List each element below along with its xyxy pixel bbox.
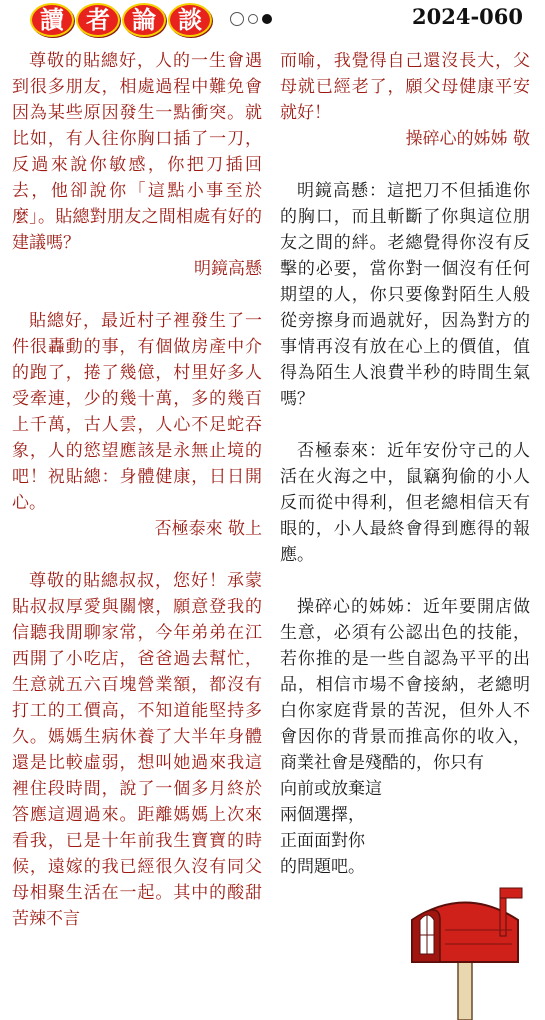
- reply-1: 明鏡高懸：這把刀不但插進你的胸口，而且斬斷了你與這位朋友之間的絆。老總覺得你沒有反擊的必要，當你對一個沒有任何期望的人，你只要像對陌生人般從旁擦身而過就好，因為對方的事情再沒有放在心上的價值，值得為陌生人浪費半秒的時間生氣嗎？: [280, 181, 531, 409]
- right-column: [280, 48, 530, 880]
- circle-icon: [248, 14, 258, 24]
- signature: 明鏡高懸: [194, 259, 262, 279]
- title-char: 讀: [30, 3, 74, 37]
- title-char: 談: [168, 3, 212, 37]
- letter-2: 貼總好，最近村子裡發生了一件很轟動的事，有個做房產中介的跑了，捲了幾億，村里好多人受牽連，少的幾十萬，多的幾百上千萬，古人雲，人心不足蛇吞象，人的慾望應該是永無止境的吧！祝貼總：身體健康，日日開心。: [12, 311, 263, 513]
- reply-3: 操碎心的姊姊：近年要開店做生意，必須有公認出色的技能，若你推的是一些自認為平平的出品，相信市場不會接納，老總明白你家庭背景的苦況，但外人不會因你的背景而推高你的收入，商業社會是殘酷的，你只有: [280, 597, 531, 773]
- title-char: 論: [122, 3, 166, 37]
- mailbox-icon: [400, 880, 530, 1020]
- left-column: [12, 48, 262, 932]
- letter-1: 尊敬的貼總好，人的一生會遇到很多朋友，相處過程中難免會因為某些原因發生一點衝突。就比如，有人往你胸口插了一刀，反過來說你敏感，你把刀插回去，他卻說你「這點小事至於麼」。貼總對朋友之間相處有好的建議嗎？: [12, 51, 263, 253]
- title-char: 者: [76, 3, 120, 37]
- signature: 操碎心的姊姊 敬: [405, 129, 530, 149]
- filled-circle-icon: [262, 14, 272, 24]
- letter-3-continued: 而喻，我覺得自己還沒長大，父母就已經老了，願父母健康平安就好！: [280, 51, 531, 123]
- circle-icon: [230, 12, 244, 26]
- reply-3-end: 向前或放棄這 兩個選擇， 正面面對你 的問題吧。: [280, 779, 382, 877]
- reply-2: 否極泰來：近年安份守己的人活在火海之中，鼠竊狗偷的小人反而從中得利，但老總相信天有眼的，小人最終會得到應得的報應。: [280, 441, 531, 565]
- decorative-dots: [230, 12, 272, 26]
- column-title: [30, 3, 212, 37]
- issue-number: 2024-060: [412, 4, 523, 29]
- signature: 否極泰來 敬上: [154, 519, 262, 539]
- page-header: [0, 0, 545, 40]
- letter-3: 尊敬的貼總叔叔，您好！承蒙貼叔叔厚愛與關懷，願意登我的信聽我閒聊家常，今年弟弟在江西開了小吃店，爸爸過去幫忙，生意就五六百塊營業額，都沒有打工的工價高，不知道能堅持多久。媽媽生病休養了大半年身體還是比較虛弱，想叫她過來我這裡住段時間，說了一個多月終於答應這週過來。距離媽媽上次來看我，已是十年前我生寶寶的時候，遠嫁的我已經很久沒有同父母相聚生活在一起。其中的酸甜苦辣不言: [12, 571, 263, 929]
